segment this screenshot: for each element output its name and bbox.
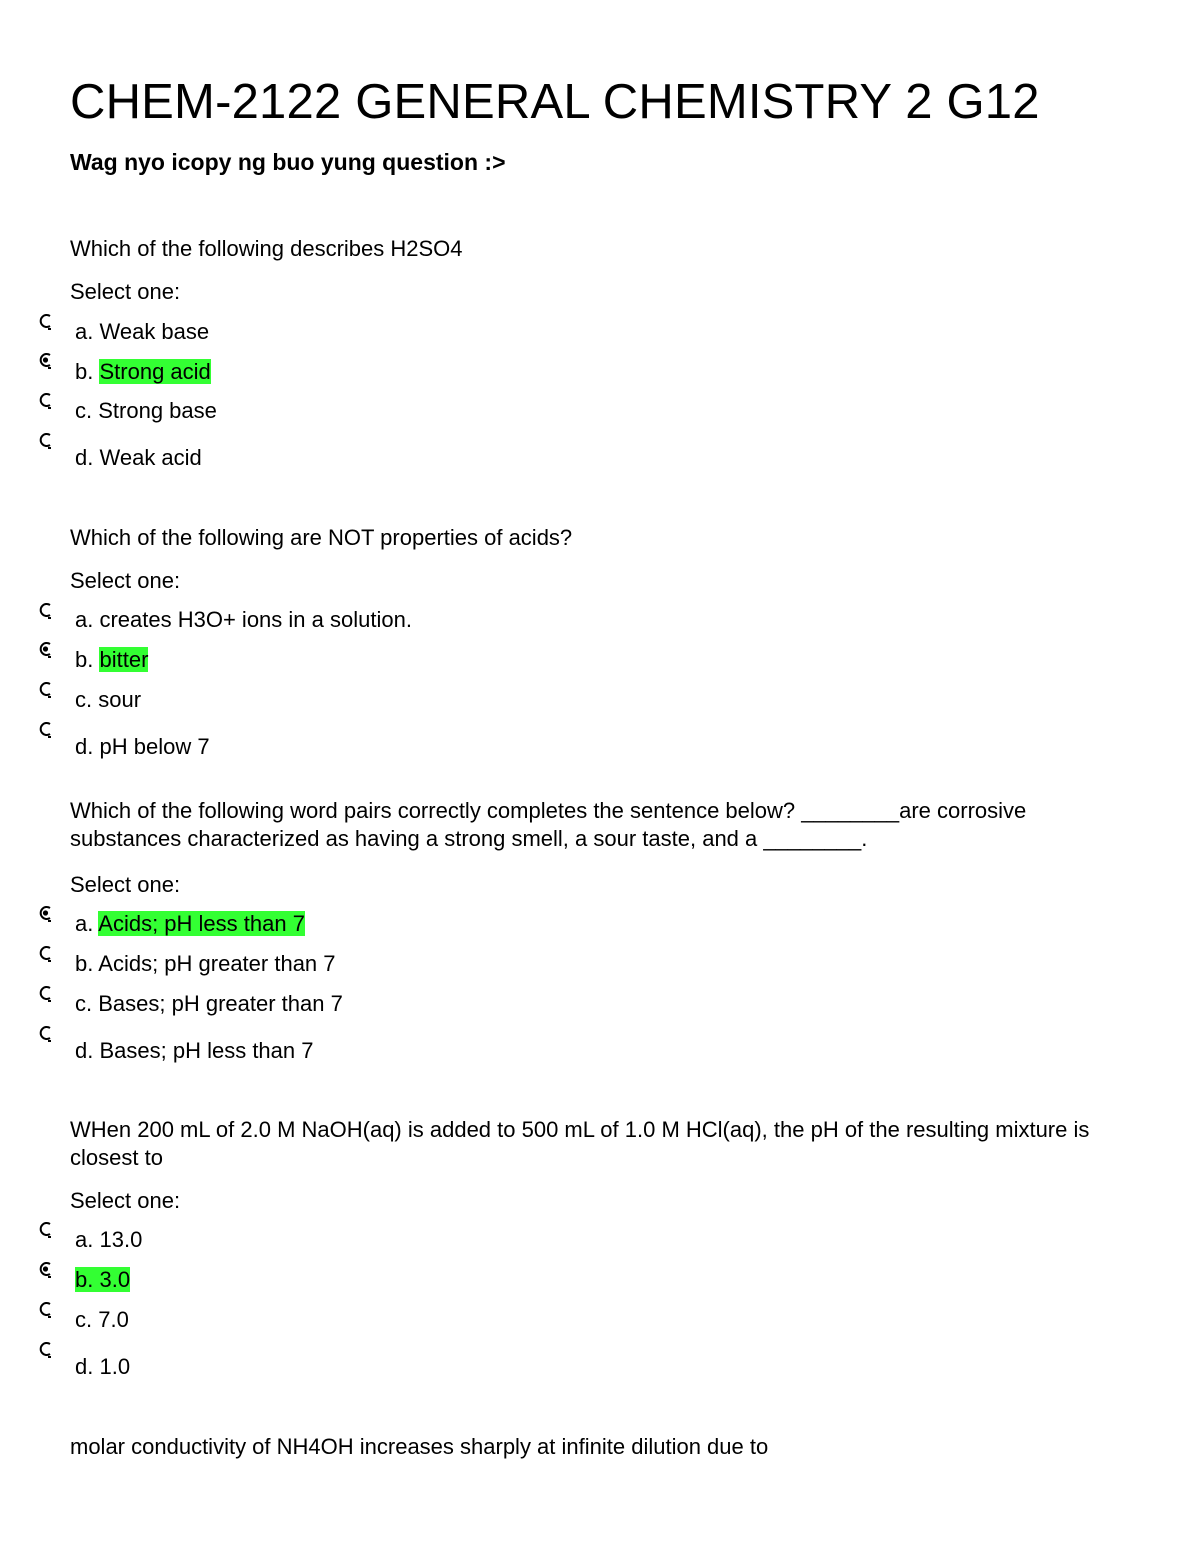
question-2-option-a[interactable] bbox=[75, 605, 412, 635]
question-2-option-c[interactable] bbox=[75, 685, 141, 715]
question-4-option-d[interactable] bbox=[75, 1352, 130, 1382]
radio-checked-icon[interactable] bbox=[37, 1260, 53, 1280]
option-text-highlighted: Strong acid bbox=[99, 359, 211, 384]
radio-unchecked-icon[interactable] bbox=[37, 680, 53, 700]
question-4-option-c[interactable] bbox=[75, 1305, 129, 1335]
option-text: 13.0 bbox=[99, 1227, 143, 1252]
option-letter: d. bbox=[75, 734, 94, 759]
question-1-option-b[interactable] bbox=[75, 357, 211, 387]
radio-unchecked-icon[interactable] bbox=[37, 1024, 53, 1044]
page-title: CHEM-2122 GENERAL CHEMISTRY 2 G12 bbox=[70, 75, 1040, 129]
question-2-text: Which of the following are NOT properties of acids? bbox=[70, 525, 573, 550]
option-letter: d. bbox=[75, 1038, 94, 1063]
radio-unchecked-icon[interactable] bbox=[37, 720, 53, 740]
radio-unchecked-icon[interactable] bbox=[37, 1220, 53, 1240]
option-text: pH below 7 bbox=[99, 734, 210, 759]
question-3-text: Which of the following word pairs correctly completes the sentence below? ________are corrosive substances characterized as having a strong smell, a sour taste, and a ________. bbox=[70, 798, 1027, 851]
page-subtitle: Wag nyo icopy ng buo yung question :> bbox=[70, 149, 506, 175]
question-4-option-a[interactable] bbox=[75, 1225, 142, 1255]
radio-unchecked-icon[interactable] bbox=[37, 391, 53, 411]
option-letter: c. bbox=[75, 687, 93, 712]
radio-unchecked-icon[interactable] bbox=[37, 944, 53, 964]
question-1-text: Which of the following describes H2SO4 bbox=[70, 236, 463, 261]
radio-checked-icon[interactable] bbox=[37, 904, 53, 924]
radio-unchecked-icon[interactable] bbox=[37, 312, 53, 332]
radio-unchecked-icon[interactable] bbox=[37, 431, 53, 451]
option-text: Acids; pH greater than 7 bbox=[98, 951, 336, 976]
radio-unchecked-icon[interactable] bbox=[37, 984, 53, 1004]
option-letter: c. bbox=[75, 991, 93, 1016]
question-3-option-b[interactable] bbox=[75, 949, 336, 979]
option-letter: b. bbox=[75, 359, 94, 384]
question-5-text: molar conductivity of NH4OH increases sharply at infinite dilution due to bbox=[70, 1434, 769, 1459]
option-text: Weak acid bbox=[99, 445, 202, 470]
option-letter: a. bbox=[75, 911, 94, 936]
radio-unchecked-icon[interactable] bbox=[37, 601, 53, 621]
option-text-highlighted: 3.0 bbox=[99, 1267, 131, 1292]
question-3-option-c[interactable] bbox=[75, 989, 343, 1019]
option-letter: c. bbox=[75, 398, 93, 423]
radio-checked-icon[interactable] bbox=[37, 640, 53, 660]
question-4-text: WHen 200 mL of 2.0 M NaOH(aq) is added to 500 mL of 1.0 M HCl(aq), the pH of the resulting mixture is closest to bbox=[70, 1117, 1090, 1170]
option-text: Bases; pH less than 7 bbox=[99, 1038, 314, 1063]
question-3-option-d[interactable] bbox=[75, 1036, 314, 1066]
option-letter: d. bbox=[75, 445, 94, 470]
option-letter: b. bbox=[75, 647, 94, 672]
option-text: 1.0 bbox=[99, 1354, 131, 1379]
option-text: 7.0 bbox=[98, 1307, 129, 1332]
option-letter: b. bbox=[75, 1267, 94, 1292]
question-4-option-b[interactable] bbox=[75, 1265, 130, 1295]
option-text: Bases; pH greater than 7 bbox=[98, 991, 343, 1016]
option-letter: a. bbox=[75, 319, 94, 344]
option-text: Weak base bbox=[99, 319, 210, 344]
question-1-option-a[interactable] bbox=[75, 317, 209, 347]
option-text: sour bbox=[98, 687, 142, 712]
radio-checked-icon[interactable] bbox=[37, 351, 53, 371]
option-text-highlighted: Acids; pH less than 7 bbox=[98, 911, 305, 936]
option-text: creates H3O+ ions in a solution. bbox=[99, 607, 412, 632]
option-letter: a. bbox=[75, 607, 94, 632]
option-letter: b. bbox=[75, 951, 94, 976]
option-letter: a. bbox=[75, 1227, 94, 1252]
question-4-select-label: Select one: bbox=[70, 1188, 181, 1213]
question-1-option-c[interactable] bbox=[75, 396, 217, 426]
question-1-option-d[interactable] bbox=[75, 443, 202, 473]
option-letter: d. bbox=[75, 1354, 94, 1379]
question-1-select-label: Select one: bbox=[70, 279, 181, 304]
question-3-option-a[interactable] bbox=[75, 909, 305, 939]
option-text: Strong base bbox=[98, 398, 217, 423]
option-text-highlighted: bitter bbox=[99, 647, 149, 672]
option-letter: c. bbox=[75, 1307, 93, 1332]
question-2-option-d[interactable] bbox=[75, 732, 210, 762]
radio-unchecked-icon[interactable] bbox=[37, 1300, 53, 1320]
question-2-select-label: Select one: bbox=[70, 568, 181, 593]
question-2-option-b[interactable] bbox=[75, 645, 148, 675]
question-3-select-label: Select one: bbox=[70, 872, 181, 897]
radio-unchecked-icon[interactable] bbox=[37, 1340, 53, 1360]
